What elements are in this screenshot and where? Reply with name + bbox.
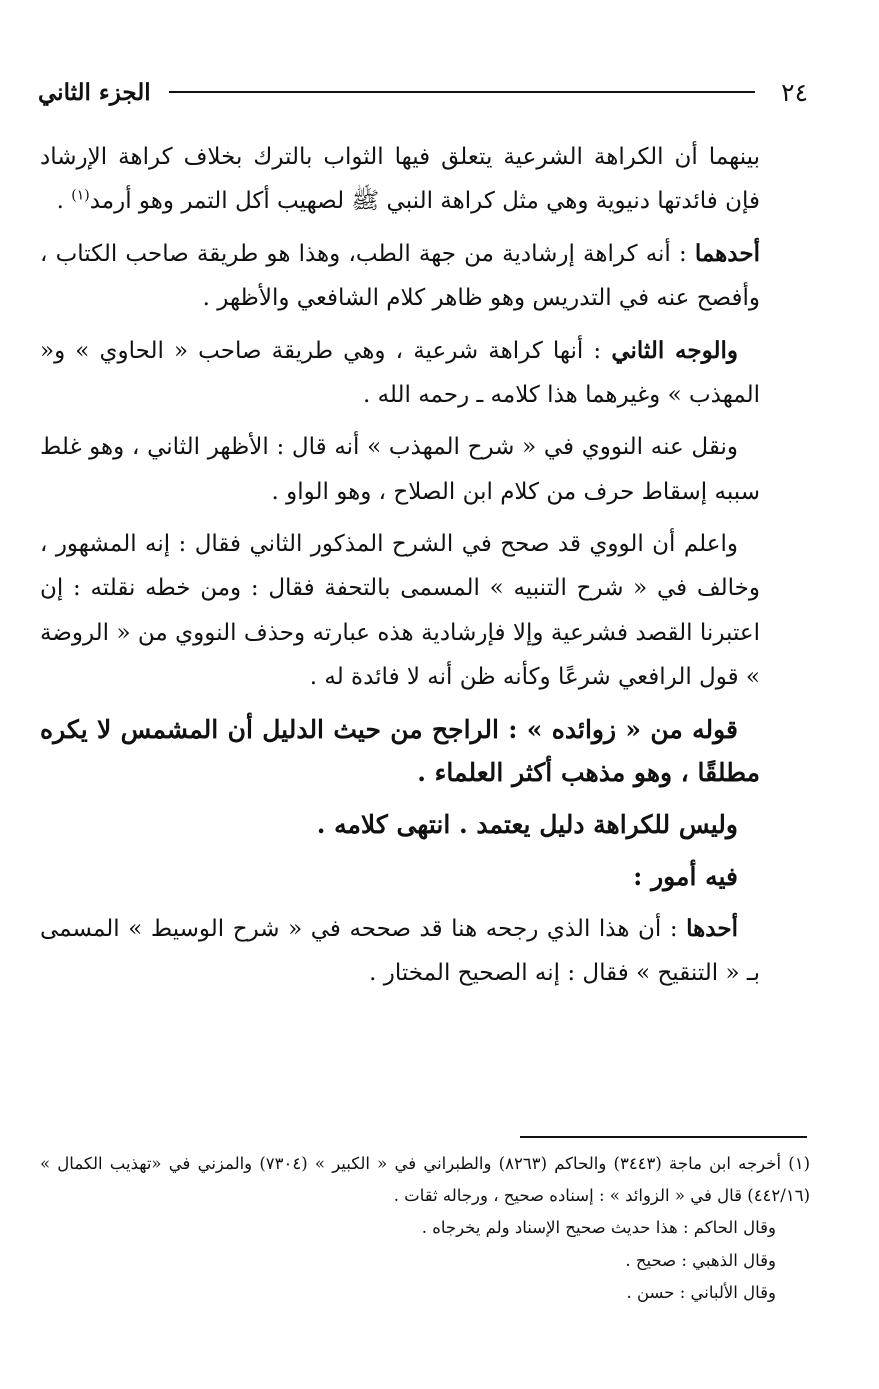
header-rule — [169, 91, 755, 93]
running-title: الجزء الثاني — [38, 78, 151, 106]
paragraph-9-text: : أن هذا الذي رجحه هنا قد صححه في « شرح الوسيط » المسمى بـ « التنقيح » فقال : إنه الصحيح المختار . — [40, 915, 760, 986]
footnote-rule — [520, 1136, 807, 1138]
footnote-1-hakim: وقال الحاكم : هذا حديث صحيح الإسناد ولم يخرجاه . — [421, 1218, 776, 1238]
paragraph-6: قوله من « زوائده » : الراجح من حيث الدليل أن المشمس لا يكره مطلقًا ، وهو مذهب أكثر العلماء . — [40, 714, 760, 788]
paragraph-5: واعلم أن الووي قد صحح في الشرح المذكور الثاني فقال : إنه المشهور ، وخالف في « شرح التنبيه » المسمى بالتحفة فقال : ومن خطه نقلته : إن اعتبرنا القصد فشرعية وإلا فإرشادية هذه عبارته وحذف النووي من « الروضة » قول الرافعي شرعًا وكأنه ظن أنه لا فائدة له . — [40, 531, 760, 691]
paragraph-2-text: : أنه كراهة إرشادية من جهة الطب، وهذا هو طريقة صاحب الكتاب ، وأفصح عنه في التدريس وهو ظاهر كلام الشافعي والأظهر . — [40, 240, 760, 312]
footnote-1-dhahabi: وقال الذهبي : صحيح . — [625, 1250, 776, 1270]
page-number: ٢٤ — [781, 77, 808, 107]
paragraph-2-lead: أحدهما — [694, 239, 760, 267]
paragraph-3-text: : أنها كراهة شرعية ، وهي طريقة صاحب « الحاوي » و« المهذب » وغيرهما هذا كلامه ـ رحمه الله . — [40, 337, 760, 408]
paragraph-9 — [40, 907, 760, 996]
paragraph-1-text-b: . — [56, 188, 72, 215]
paragraph-8: فيه أمور : — [633, 861, 738, 891]
paragraph-2 — [40, 232, 760, 321]
paragraph-1 — [40, 135, 760, 224]
footnote-ref-1: (١) — [71, 187, 90, 204]
footnotes — [40, 1148, 810, 1309]
paragraph-4: ونقل عنه النووي في « شرح المهذب » أنه قال : الأظهر الثاني ، وهو غلط سببه إسقاط حرف من كلام ابن الصلاح ، وهو الواو . — [40, 434, 760, 505]
paragraph-1-text-a: بينهما أن الكراهة الشرعية يتعلق فيها الثواب بالترك بخلاف كراهة الإرشاد فإن فائدتها دنيوية وهي مثل كراهة النبي ﷺ لصهيب أكل التمر وهو أرمد — [40, 144, 760, 215]
footnote-1: (١) أخرجه ابن ماجة (٣٤٤٣) والحاكم (٨٢٦٣) والطبراني في « الكبير » (٧٣٠٤) والمزني في «تهذيب الكمال » (٤٤٢/١٦) قال في « الزوائد » : إسناده صحيح ، ورجاله ثقات . — [40, 1154, 810, 1206]
paragraph-3-lead: والوجه الثاني — [611, 336, 738, 364]
main-text — [40, 135, 760, 1003]
footnote-1-albani: وقال الألباني : حسن . — [626, 1282, 776, 1302]
paragraph-7: وليس للكراهة دليل يعتمد . انتهى كلامه . — [316, 810, 738, 839]
page-header — [38, 72, 808, 112]
paragraph-3 — [40, 329, 760, 418]
paragraph-9-lead: أحدها — [686, 914, 738, 942]
